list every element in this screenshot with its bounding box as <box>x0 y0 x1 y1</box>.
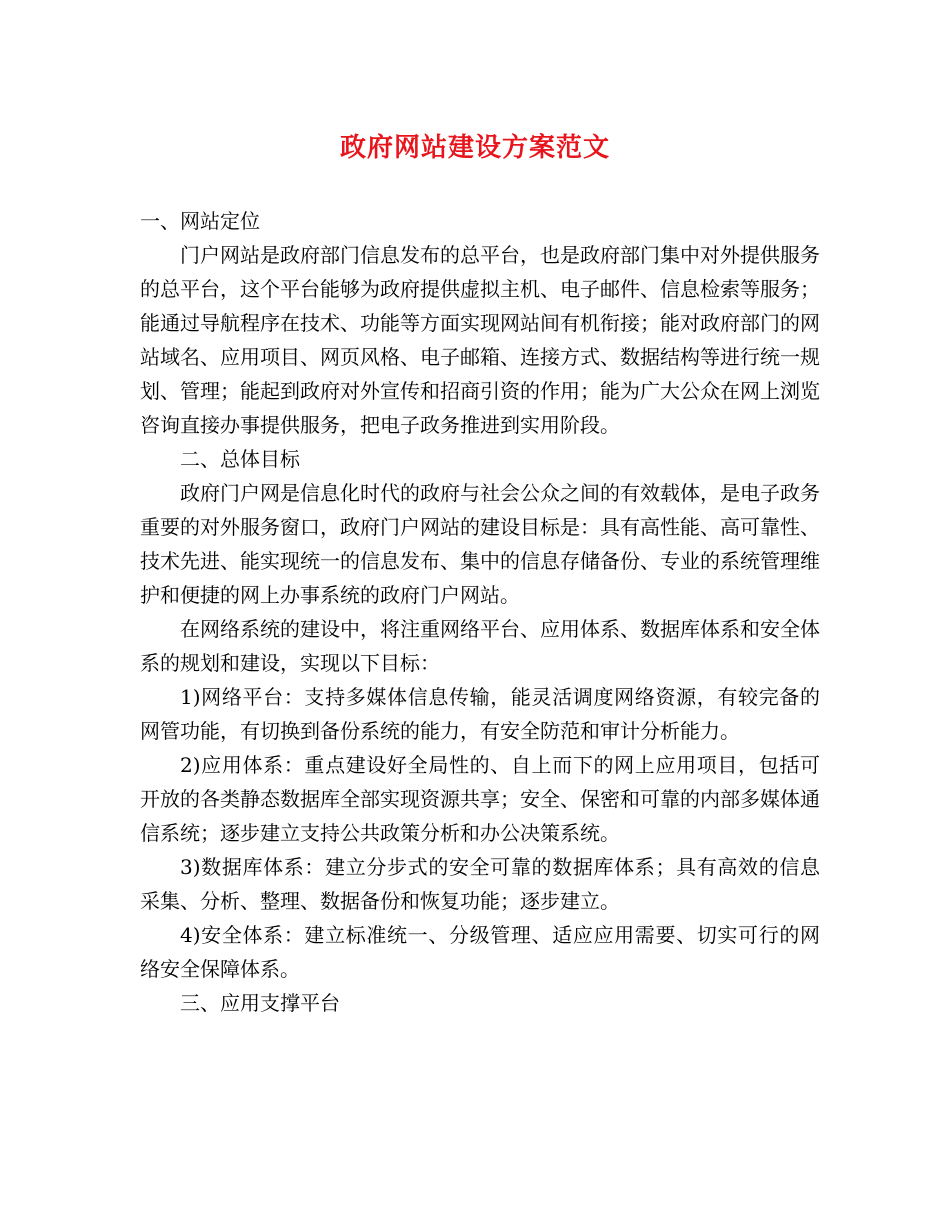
paragraph: 在网络系统的建设中，将注重网络平台、应用体系、数据库体系和安全体系的规划和建设，实现以下目标： <box>140 617 820 675</box>
section-heading-3: 三、应用支撑平台 <box>180 991 340 1015</box>
document-title: 政府网站建设方案范文 <box>339 133 610 163</box>
list-item: 1)网络平台：支持多媒体信息传输，能灵活调度网络资源，有较完备的网管功能，有切换到备份系统的能力，有安全防范和审计分析能力。 <box>140 685 820 743</box>
section-heading-2: 二、总体目标 <box>180 447 300 471</box>
list-item: 3)数据库体系：建立分步式的安全可靠的数据库体系；具有高效的信息采集、分析、整理、数据备份和恢复功能；逐步建立。 <box>140 855 820 913</box>
paragraph: 门户网站是政府部门信息发布的总平台，也是政府部门集中对外提供服务的总平台，这个平台能够为政府提供虚拟主机、电子邮件、信息检索等服务；能通过导航程序在技术、功能等方面实现网站间有机衔接；能对政府部门的网站域名、应用项目、网页风格、电子邮箱、连接方式、数据结构等进行统一规划、管理；能起到政府对外宣传和招商引资的作用；能为广大公众在网上浏览咨询直接办事提供服务，把电子政务推进到实用阶段。 <box>140 243 820 437</box>
list-item: 2)应用体系：重点建设好全局性的、自上而下的网上应用项目，包括可开放的各类静态数据库全部实现资源共享；安全、保密和可靠的内部多媒体通信系统；逐步建立支持公共政策分析和办公决策系统。 <box>140 753 820 845</box>
list-item: 4)安全体系：建立标准统一、分级管理、适应应用需要、切实可行的网络安全保障体系。 <box>140 923 820 981</box>
document-body <box>140 204 820 1020</box>
section-heading-1: 一、网站定位 <box>140 209 260 233</box>
paragraph: 政府门户网是信息化时代的政府与社会公众之间的有效载体，是电子政务重要的对外服务窗口，政府门户网站的建设目标是：具有高性能、高可靠性、技术先进、能实现统一的信息发布、集中的信息存储备份、专业的系统管理维护和便捷的网上办事系统的政府门户网站。 <box>140 481 820 607</box>
